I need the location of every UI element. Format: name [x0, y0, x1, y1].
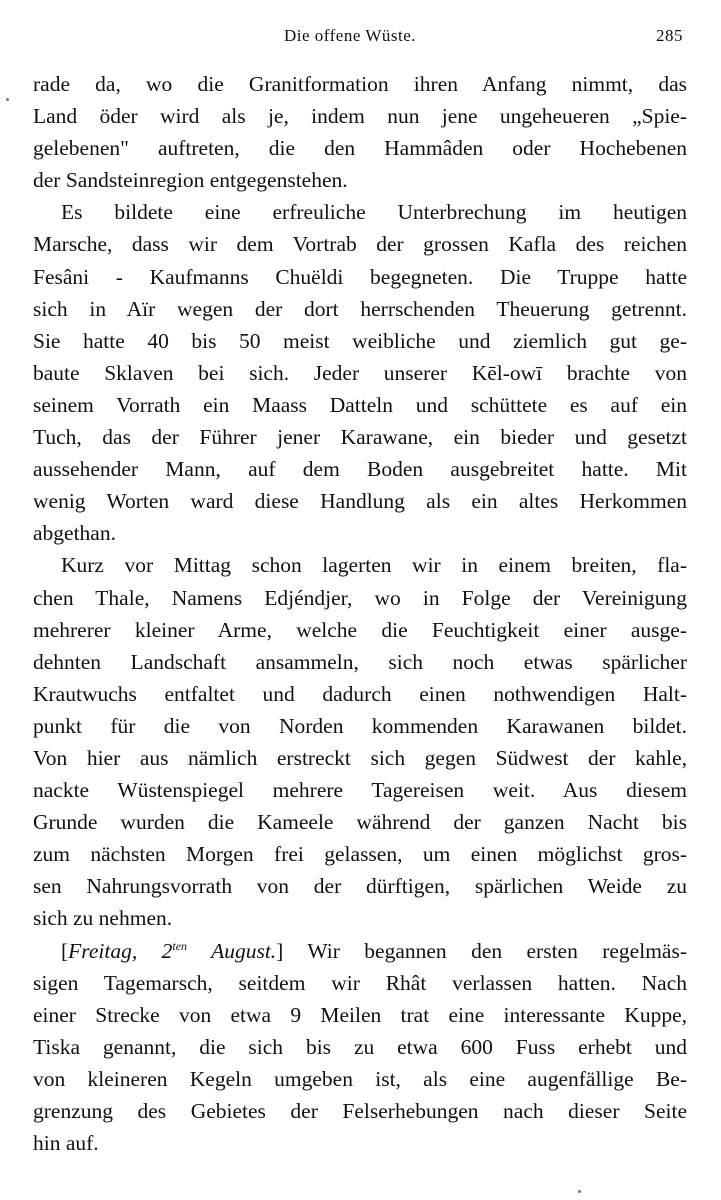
text-line: von kleineren Kegeln umgeben ist, als eine augenfällige Be-: [33, 1066, 687, 1091]
text-line: sigen Tagemarsch, seitdem wir Rhât verlassen hatten. Nach: [33, 970, 687, 995]
paragraph-1: [33, 68, 687, 196]
text-line: aussehender Mann, auf dem Boden ausgebreitet hatte. Mit: [33, 457, 687, 482]
dated-line: [33, 935, 687, 967]
text-line: abgethan.: [33, 521, 116, 546]
text-line: Fesâni - Kaufmanns Chuëldi begegneten. Die Truppe hatte: [33, 264, 687, 289]
text-line: wenig Worten ward diese Handlung als ein altes Herkommen: [33, 489, 687, 514]
text-line: Von hier aus nämlich erstreckt sich gegen Südwest der kahle,: [33, 745, 687, 770]
date-month: August.: [187, 938, 277, 963]
text-line: Land öder wird als je, indem nun jene ungeheueren „Spie-: [33, 104, 687, 129]
text-line: chen Thale, Namens Edjéndjer, wo in Folge der Vereinigung: [33, 585, 687, 610]
text-line: rade da, wo die Granitformation ihren Anfang nimmt, das: [33, 72, 687, 96]
scan-speck: [6, 98, 9, 101]
text-line: Sie hatte 40 bis 50 meist weibliche und ziemlich gut ge-: [33, 328, 687, 353]
text-line: einer Strecke von etwa 9 Meilen trat eine interessante Kuppe,: [33, 1002, 687, 1027]
text-line: Grunde wurden die Kameele während der ganzen Nacht bis: [33, 810, 687, 835]
paragraph-3: [33, 549, 687, 934]
text-line: nackte Wüstenspiegel mehrere Tagereisen weit. Aus diesem: [33, 778, 687, 803]
text-line: Tiska genannt, die sich bis zu etwa 600 Fuss erhebt und: [33, 1034, 687, 1059]
text-line: gelebenen" auftreten, die den Hammâden oder Hochebenen: [33, 136, 687, 161]
text-line: mehrerer kleiner Arme, welche die Feuchtigkeit einer ausge-: [33, 617, 687, 642]
text-line: sich zu nehmen.: [33, 906, 173, 931]
scan-speck: [578, 1190, 581, 1193]
date-day: Freitag, 2: [68, 938, 173, 963]
text-line: zum nächsten Morgen frei gelassen, um einen möglichst gros-: [33, 842, 687, 867]
text-line: sich in Aïr wegen der dort herrschenden Theuerung getrennt.: [33, 296, 687, 321]
text-line: Tuch, das der Führer jener Karawane, ein bieder und gesetzt: [33, 425, 687, 450]
page-number: 285: [656, 26, 683, 45]
body-text: [33, 68, 687, 1159]
paragraph-2: [33, 196, 687, 549]
running-title: Die offene Wüste.: [284, 26, 417, 45]
text-line: grenzung des Gebietes der Felserhebungen nach dieser Seite: [33, 1099, 687, 1123]
text-line: der Sandsteinregion entgegenstehen.: [33, 168, 348, 193]
text-line: Kurz vor Mittag schon lagerten wir in einem breiten, fla-: [61, 553, 687, 578]
text-line: Krautwuchs entfaltet und dadurch einen nothwendigen Halt-: [33, 681, 687, 706]
date-bracket-open: [: [61, 938, 69, 963]
text-line: punkt für die von Norden kommenden Karawanen bildet.: [33, 713, 687, 738]
text-line: sen Nahrungsvorrath von der dürftigen, spärlichen Weide zu: [33, 874, 687, 899]
running-head: [0, 26, 721, 50]
text-line: hin auf.: [33, 1131, 99, 1156]
text-line: dehnten Landschaft ansammeln, sich noch etwas spärlicher: [33, 649, 687, 674]
text-line: baute Sklaven bei sich. Jeder unserer Kēl-owī brachte von: [33, 360, 687, 385]
date-bracket-close: ]: [276, 938, 284, 963]
paragraph-4: [33, 935, 687, 1160]
date-superscript: ten: [172, 938, 188, 953]
first-line-rest: Wir begannen den ersten regelmäs-: [283, 938, 687, 963]
text-line: Es bildete eine erfreuliche Unterbrechung im heutigen: [61, 200, 687, 225]
text-line: seinem Vorrath ein Maass Datteln und schüttete es auf ein: [33, 392, 687, 417]
text-line: Marsche, dass wir dem Vortrab der grossen Kafla des reichen: [33, 232, 687, 257]
